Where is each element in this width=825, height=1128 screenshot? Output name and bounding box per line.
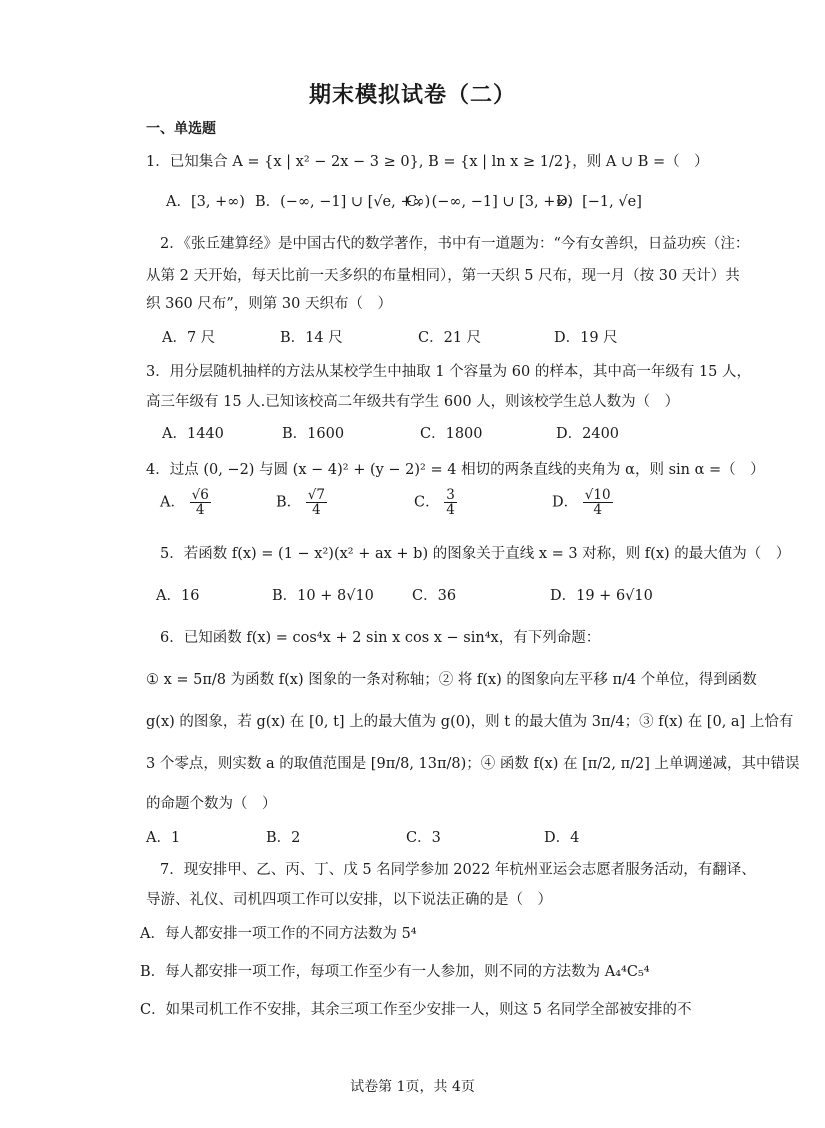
q4-option-a <box>160 488 211 517</box>
question-7-line-2: 导游、礼仪、司机四项工作可以安排，以下说法正确的是（ ） <box>146 892 552 908</box>
q4-option-d-label: D． <box>552 494 579 511</box>
q5-option-d: D．19 + 6√10 <box>550 588 653 604</box>
q4-option-d-denominator: 4 <box>593 502 602 519</box>
q5-option-b: B．10 + 8√10 <box>272 588 374 604</box>
q7-option-b: B．每人都安排一项工作，每项工作至少有一人参加，则不同的方法数为 A₄⁴C₅⁴ <box>140 964 650 980</box>
section-heading: 一、单选题 <box>146 121 216 137</box>
q4-option-d-fraction <box>583 488 613 517</box>
q3-option-c: C．1800 <box>420 426 483 442</box>
question-7-line-1: 7．现安排甲、乙、丙、丁、戊 5 名同学参加 2022 年杭州亚运会志愿者服务活动，有翻译、 <box>160 862 756 878</box>
q3-option-a: A．1440 <box>162 426 224 442</box>
q4-option-c <box>414 488 457 517</box>
q4-option-b <box>276 488 327 517</box>
question-1-stem: 1．已知集合 A = {x | x² − 2x − 3 ≥ 0}, B = {x | ln x ≥ 1/2}，则 A ∪ B =（ ） <box>146 154 709 170</box>
q2-option-b: B．14 尺 <box>280 330 343 346</box>
question-2-line-1: 2．《张丘建算经》是中国古代的数学著作，书中有一道题为：“今有女善织，日益功疾（注： <box>160 236 750 252</box>
question-2-line-3: 织 360 尺布”，则第 30 天织布（ ） <box>146 296 392 312</box>
q4-option-a-label: A． <box>160 494 185 511</box>
q4-option-b-fraction <box>306 488 327 517</box>
q6-option-a: A．1 <box>146 830 181 846</box>
q4-option-b-label: B． <box>276 494 302 511</box>
page-footer: 试卷第 1页，共 4页 <box>350 1079 475 1095</box>
q4-option-d-numerator: √10 <box>584 487 611 503</box>
q1-option-c: C．(−∞, −1] ∪ [3, +∞) <box>406 194 574 210</box>
question-4-stem: 4．过点 (0, −2) 与圆 (x − 4)² + (y − 2)² = 4 相切的两条直线的夹角为 α，则 sin α =（ ） <box>146 462 765 478</box>
question-3-line-2: 高三年级有 15 人.已知该校高二年级共有学生 600 人，则该校学生总人数为（ ） <box>146 394 680 410</box>
q4-option-c-numerator: 3 <box>446 487 455 503</box>
question-3-line-1: 3．用分层随机抽样的方法从某校学生中抽取 1 个容量为 60 的样本，其中高一年级有 15 人， <box>146 364 752 380</box>
q1-option-b: B．(−∞, −1] ∪ [√e, +∞) <box>255 194 431 210</box>
q6-option-b: B．2 <box>266 830 301 846</box>
q4-option-a-numerator: √6 <box>191 487 209 503</box>
q4-option-d <box>552 488 613 517</box>
question-6-line-4: 3 个零点，则实数 a 的取值范围是 [9π/8, 13π/8)；④ 函数 f(x) 在 [π/2, π/2] 上单调递减，其中错误 <box>146 756 800 772</box>
q4-option-c-fraction <box>444 488 457 517</box>
q1-option-d: D．[−1, √e] <box>556 194 642 210</box>
q3-option-d: D．2400 <box>556 426 620 442</box>
q4-option-c-label: C． <box>414 494 440 511</box>
question-6-line-2: ① x = 5π/8 为函数 f(x) 图象的一条对称轴；② 将 f(x) 的图象向左平移 π/4 个单位，得到函数 <box>146 672 757 688</box>
q7-option-c: C．如果司机工作不安排，其余三项工作至少安排一人，则这 5 名同学全部被安排的不 <box>140 1002 692 1018</box>
q6-option-d: D．4 <box>544 830 580 846</box>
question-6-line-3: g(x) 的图象，若 g(x) 在 [0, t] 上的最大值为 g(0)，则 t 的最大值为 3π/4；③ f(x) 在 [0, a] 上恰有 <box>146 714 794 730</box>
question-6-line-1: 6．已知函数 f(x) = cos⁴x + 2 sin x cos x − sin⁴x，有下列命题： <box>160 630 601 646</box>
q2-option-c: C．21 尺 <box>418 330 482 346</box>
q2-option-a: A．7 尺 <box>162 330 216 346</box>
q3-option-b: B．1600 <box>282 426 345 442</box>
question-2-line-2: 从第 2 天开始，每天比前一天多织的布量相同），第一天织 5 尺布，现一月（按 30 天计）共 <box>146 268 740 284</box>
q7-option-a: A．每人都安排一项工作的不同方法数为 5⁴ <box>140 926 417 942</box>
q4-option-a-fraction <box>190 488 211 517</box>
q6-option-c: C．3 <box>406 830 441 846</box>
q2-option-d: D．19 尺 <box>554 330 618 346</box>
q4-option-a-denominator: 4 <box>195 502 205 519</box>
q4-option-c-denominator: 4 <box>446 502 455 519</box>
q4-option-b-denominator: 4 <box>312 502 321 519</box>
question-5-stem: 5．若函数 f(x) = (1 − x²)(x² + ax + b) 的图象关于直线 x = 3 对称，则 f(x) 的最大值为（ ） <box>160 546 791 562</box>
q4-option-b-numerator: √7 <box>307 487 325 503</box>
q1-option-a: A．[3, +∞) <box>166 194 245 210</box>
q5-option-c: C．36 <box>412 588 457 604</box>
q5-option-a: A．16 <box>156 588 200 604</box>
question-6-line-5: 的命题个数为（ ） <box>146 796 277 812</box>
page-title: 期末模拟试卷（二） <box>308 82 516 108</box>
